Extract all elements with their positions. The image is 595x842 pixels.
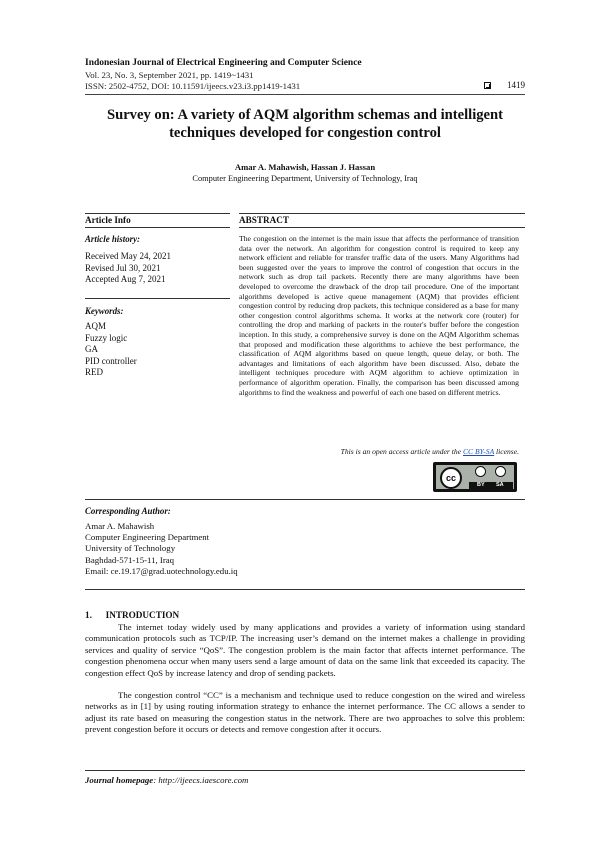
footer-rule — [85, 770, 525, 771]
corresponding-heading: Corresponding Author: — [85, 506, 171, 516]
cc-sa-label: SA — [496, 482, 504, 488]
cc-by-label: BY — [477, 482, 485, 488]
page-marker-icon — [484, 82, 491, 89]
journal-name: Indonesian Journal of Electrical Engineering and Computer Science — [85, 58, 362, 68]
keyword-item: Fuzzy logic — [85, 332, 128, 343]
info-heading-rule — [85, 227, 230, 228]
title-line-1: Survey on: A variety of AQM algorithm schemas and intelligent — [106, 107, 504, 123]
corr-university: University of Technology — [85, 543, 176, 554]
license-prefix: This is an open access article under the — [340, 447, 463, 456]
abstract-heading: ABSTRACT — [239, 215, 290, 225]
license-suffix: license. — [494, 447, 519, 456]
homepage-url[interactable]: : http://ijeecs.iaescore.com — [153, 775, 249, 785]
keywords-rule — [85, 298, 230, 299]
corresponding-bottom-rule — [85, 589, 525, 590]
cc-logo-icon: cc — [440, 467, 462, 489]
keywords-heading: Keywords: — [85, 306, 124, 316]
cc-badge-labels — [469, 482, 513, 490]
history-revised: Revised Jul 30, 2021 — [85, 262, 161, 273]
issn-doi-line: ISSN: 2502-4752, DOI: 10.11591/ijeecs.v23.i3.pp1419-1431 — [85, 81, 301, 91]
intro-paragraph-1: The internet today widely used by many applications and provides a variety of information using standard communication protocols such as TCP/IP. The increasing user’s demand on the internet makes a challenge in providing services and quality of service “QoS”. The congestion problem is the main factor that affects internet performance. The congestion phenomena occur when many users send a large amount of data on the same link that exceeded its capacity. The congestion effect QoS by increase latency and drop of sending packets. — [85, 622, 525, 678]
keyword-item: RED — [85, 367, 103, 378]
corresponding-details — [85, 521, 238, 577]
cc-attribution-icons — [471, 466, 511, 478]
abstract-top-rule — [239, 213, 525, 214]
by-person-icon — [475, 466, 486, 477]
history-accepted: Accepted Aug 7, 2021 — [85, 274, 166, 285]
history-list — [85, 251, 171, 286]
section-heading-introduction: 1. INTRODUCTION — [85, 610, 180, 620]
corr-name: Amar A. Mahawish — [85, 521, 155, 531]
affiliation: Computer Engineering Department, University of Technology, Iraq — [192, 174, 418, 183]
abstract-text: The congestion on the internet is the main issue that affects the performance of transition data over the network. An algorithm for congestion control is required to keep any network efficient and reliable for transfer traffic data of the users. Many Algorithms had been suggested over the years to improve the control of congestion that occurs in the network such as drop tail packets. Recently there are many algorithms have been developed to overcome the drawback of the drop tail procedure. One of the important algorithms developed is active queue management (AQM) that provides efficient congestion control by reducing drop packets, this technique considered as a base for many other congestion control algorithms schema. It works at the network core (router) for controlling the drop and marking of packets in the router's buffer before the congestion inception. In this study, a comprehensive survey is done on the AQM Algorithm schemas that proposed and modification these algorithms to achieve the best performance, the classification of AQM algorithms based on queue length, queue delay, or both. The advantages and limitations of each algorithm have been discussed. Also, debate the intelligent techniques procedure with AQM algorithm to achieve optimization in performance of algorithm operation. Finally, the comparison has been discussed among algorithms to find the weakness and powerful of each one based on different metrics. — [239, 234, 519, 397]
keyword-item: AQM — [85, 321, 107, 331]
corr-address: Baghdad-571-15-11, Iraq — [85, 554, 175, 565]
sharealike-icon — [495, 466, 506, 477]
info-top-rule — [85, 213, 230, 214]
volume-line: Vol. 23, No. 3, September 2021, pp. 1419~1431 — [85, 70, 254, 80]
corr-email: Email: ce.19.17@grad.uotechnology.edu.iq — [85, 565, 238, 576]
corr-department: Computer Engineering Department — [85, 532, 210, 543]
cc-by-sa-badge[interactable] — [433, 462, 517, 492]
article-info-heading: Article Info — [85, 215, 131, 225]
journal-homepage — [85, 775, 248, 785]
homepage-label: Journal homepage — [85, 775, 154, 785]
article-history-heading: Article history: — [85, 234, 140, 244]
keyword-item: PID controller — [85, 355, 137, 366]
authors: Amar A. Mahawish, Hassan J. Hassan — [234, 162, 376, 172]
history-received: Received May 24, 2021 — [85, 251, 171, 261]
page-number: 1419 — [507, 80, 525, 90]
title-line-2: techniques developed for congestion control — [169, 125, 441, 141]
license-line — [239, 447, 519, 456]
abstract-bottom-rule — [85, 499, 525, 500]
header-rule — [85, 94, 525, 95]
keyword-item: GA — [85, 344, 98, 355]
intro-paragraph-2: The congestion control “CC” is a mechanism and technique used to reduce congestion on the wired and wireless networks as in [1] by using routing information strategy to enhance the internet performance. The CC allows a sender to adjust its rate based on measuring the congestion status in the network. There are two approaches to solve this problem: prevent congestion before it occurs or detects and remove congestion after it occurs. — [85, 690, 525, 735]
license-link[interactable]: CC BY-SA — [462, 447, 495, 456]
abstract-heading-rule — [239, 227, 525, 228]
paper-title — [70, 106, 540, 142]
keywords-list — [85, 321, 137, 379]
